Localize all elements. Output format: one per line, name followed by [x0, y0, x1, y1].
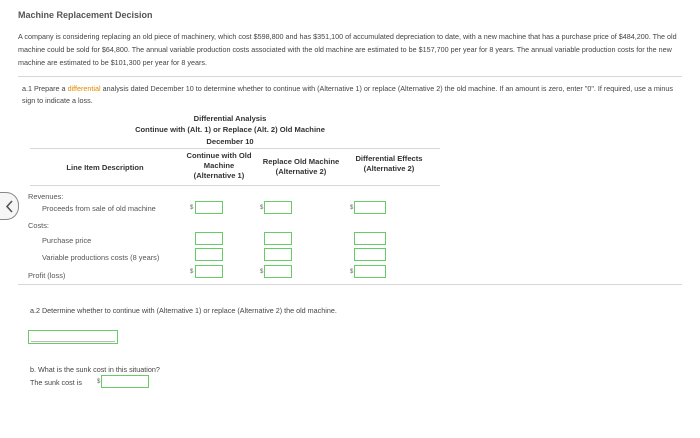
input-proceeds-diff[interactable]: [354, 201, 386, 214]
problem-text: A company is considering replacing an old piece of machinery, which cost $598,800 and has $351,100 of accumulated depreciation to date, with a new machine that has a purchase price of $484,200. The old machine could be sold for $64,800. The annual variable production costs associated with the old machine are estimated to be $157,700 per year for 8 years. The annual variable production costs for the new machine are estimated to be $101,300 per year for 8 years.: [18, 32, 677, 67]
instr-suffix: analysis dated December 10 to determine whether to continue with (Alternative 1) or replace (Alternative 2) the old machine. If an amount is zero, enter "0". If required, use a minus sign to indicate a loss.: [22, 84, 674, 105]
input-proceeds-alt1[interactable]: [195, 201, 223, 214]
part-a2-question: a.2 Determine whether to continue with (Alternative 1) or replace (Alternative 2) the old machine.: [30, 306, 337, 315]
row-label-variable: Variable productions costs (8 years): [42, 253, 160, 262]
row-label-proceeds: Proceeds from sale of old machine: [42, 204, 156, 213]
dollar-sign: $: [190, 269, 194, 275]
dollar-sign: $: [350, 269, 354, 275]
input-profit-alt2[interactable]: [264, 265, 292, 278]
section-divider: [18, 284, 682, 285]
dollar-sign: $: [97, 379, 101, 385]
dollar-sign: $: [260, 205, 264, 211]
input-purchase-alt1[interactable]: [195, 232, 223, 245]
analysis-subheading: Continue with (Alt. 1) or Replace (Alt. 2) Old Machine: [135, 125, 325, 134]
dollar-sign: $: [190, 205, 194, 211]
instr-prefix: a.1 Prepare a: [22, 84, 68, 93]
sunk-cost-label: The sunk cost is: [30, 378, 82, 387]
divider: [18, 76, 682, 77]
header-bottom-divider: [30, 185, 440, 186]
input-variable-alt2[interactable]: [264, 248, 292, 261]
dollar-sign: $: [350, 205, 354, 211]
decision-select[interactable]: [28, 330, 118, 344]
row-label-costs: Costs:: [28, 221, 49, 230]
instr-highlight: differential: [67, 84, 101, 93]
analysis-date: December 10: [206, 137, 254, 146]
chevron-left-icon: [5, 200, 14, 213]
analysis-heading: Differential Analysis: [193, 114, 267, 123]
row-label-purchase: Purchase price: [42, 236, 92, 245]
input-purchase-diff[interactable]: [354, 232, 386, 245]
dollar-sign: $: [260, 269, 264, 275]
part-b-question: b. What is the sunk cost in this situation?: [30, 365, 160, 374]
row-label-revenues: Revenues:: [28, 192, 64, 201]
col-header-line-item: Line Item Description: [66, 163, 144, 172]
input-profit-alt1[interactable]: [195, 265, 223, 278]
header-divider: [30, 148, 440, 149]
back-button[interactable]: [0, 192, 19, 220]
part-a1-instructions: [22, 83, 682, 106]
row-label-profit: Profit (loss): [28, 271, 66, 280]
input-purchase-alt2[interactable]: [264, 232, 292, 245]
input-profit-diff[interactable]: [354, 265, 386, 278]
input-variable-diff[interactable]: [354, 248, 386, 261]
input-proceeds-alt2[interactable]: [264, 201, 292, 214]
col-header-continue: Continue with Old Machine (Alternative 1): [186, 151, 252, 180]
col-header-replace: Replace Old Machine (Alternative 2): [262, 157, 340, 176]
sunk-cost-input[interactable]: [101, 375, 149, 388]
input-variable-alt1[interactable]: [195, 248, 223, 261]
col-header-differential: Differential Effects (Alternative 2): [355, 154, 423, 173]
page-title: Machine Replacement Decision: [18, 10, 153, 20]
